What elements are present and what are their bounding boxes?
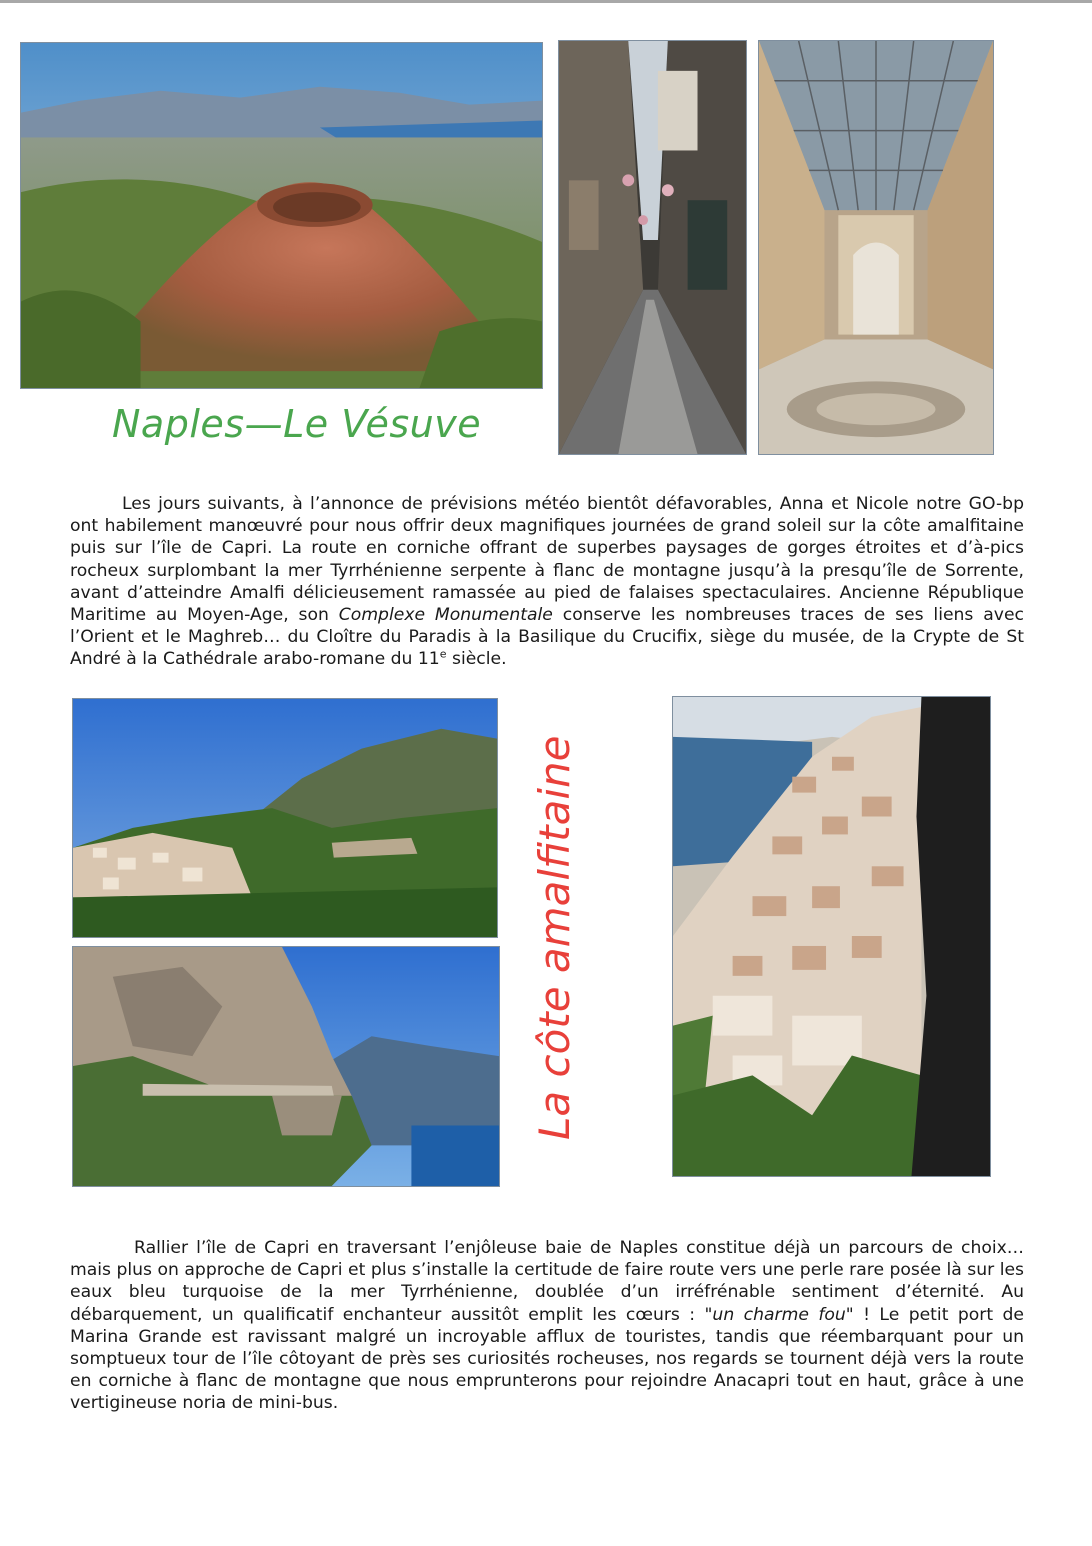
- paragraph-text: siècle.: [446, 649, 507, 670]
- paragraph-text: Rallier l’île de Capri en traversant l’enjôleuse baie de Naples constitue déjà un parcours de choix… mais plus on approche de Capri et plus s’installe la certitude de faire route vers une perle rare posée là sur les eaux bleu turquoise de la mer Tyrrhénienne, doublée d’un irréfrénable sentiment d’éternité. Au débarquement, un qualificatif enchanteur aussitôt emplit les cœurs : ": [70, 1238, 1024, 1325]
- naples-title: Naples—Le Vésuve: [112, 402, 482, 446]
- paragraph-emphasis: Complexe Monumentale: [338, 605, 553, 626]
- superscript: e: [439, 647, 447, 661]
- amalfi-title: La côte amalfitaine: [530, 735, 579, 1140]
- paragraph-amalfi: [70, 493, 1024, 671]
- positano-coast-photo: [72, 698, 498, 938]
- paragraph-capri: [70, 1237, 1024, 1415]
- positano-village-photo: [672, 696, 991, 1177]
- page-top-rule: [0, 0, 1092, 3]
- galleria-photo: [758, 40, 994, 455]
- paragraph-text: conserve les nombreuses traces de ses liens avec l’Orient et le Maghreb… du Cloître du Paradis à la Basilique du Crucifix, siège du musée, de la Crypte de St André à la Cathédrale arabo-romane du 11: [70, 605, 1024, 670]
- vesuvius-photo: [20, 42, 543, 389]
- paragraph-emphasis: un charme fou: [712, 1304, 846, 1325]
- naples-street-photo: [558, 40, 747, 455]
- amalfi-cliffs-photo: [72, 946, 500, 1187]
- paragraph-text: Les jours suivants, à l’annonce de prévisions météo bientôt défavorables, Anna et Nicole notre GO-bp ont habilement manœuvré pour nous offrir deux magnifiques journées de grand soleil sur la côte amalfitaine puis sur l’île de Capri. La route en corniche offrant de superbes paysages de gorges étroites et d’à-pics rocheux surplombant la mer Tyrrhénienne serpente à flanc de montagne jusqu’à la presqu’île de Sorrente, avant d’atteindre Amalfi délicieusement ramassée au pied de falaises spectaculaires. Ancienne République Maritime au Moyen-Age, son: [70, 494, 1024, 626]
- paragraph-text: " ! Le petit port de Marina Grande est ravissant malgré un incroyable afflux de touristes, tandis que réembarquant pour un somptueux tour de l’île côtoyant de près ses curiosités rocheuses, nos regards se tournent déjà vers la route en corniche à flanc de montagne que nous emprunterons pour rejoindre Anacapri tout en haut, grâce à une vertigineuse noria de mini-bus.: [70, 1304, 1024, 1414]
